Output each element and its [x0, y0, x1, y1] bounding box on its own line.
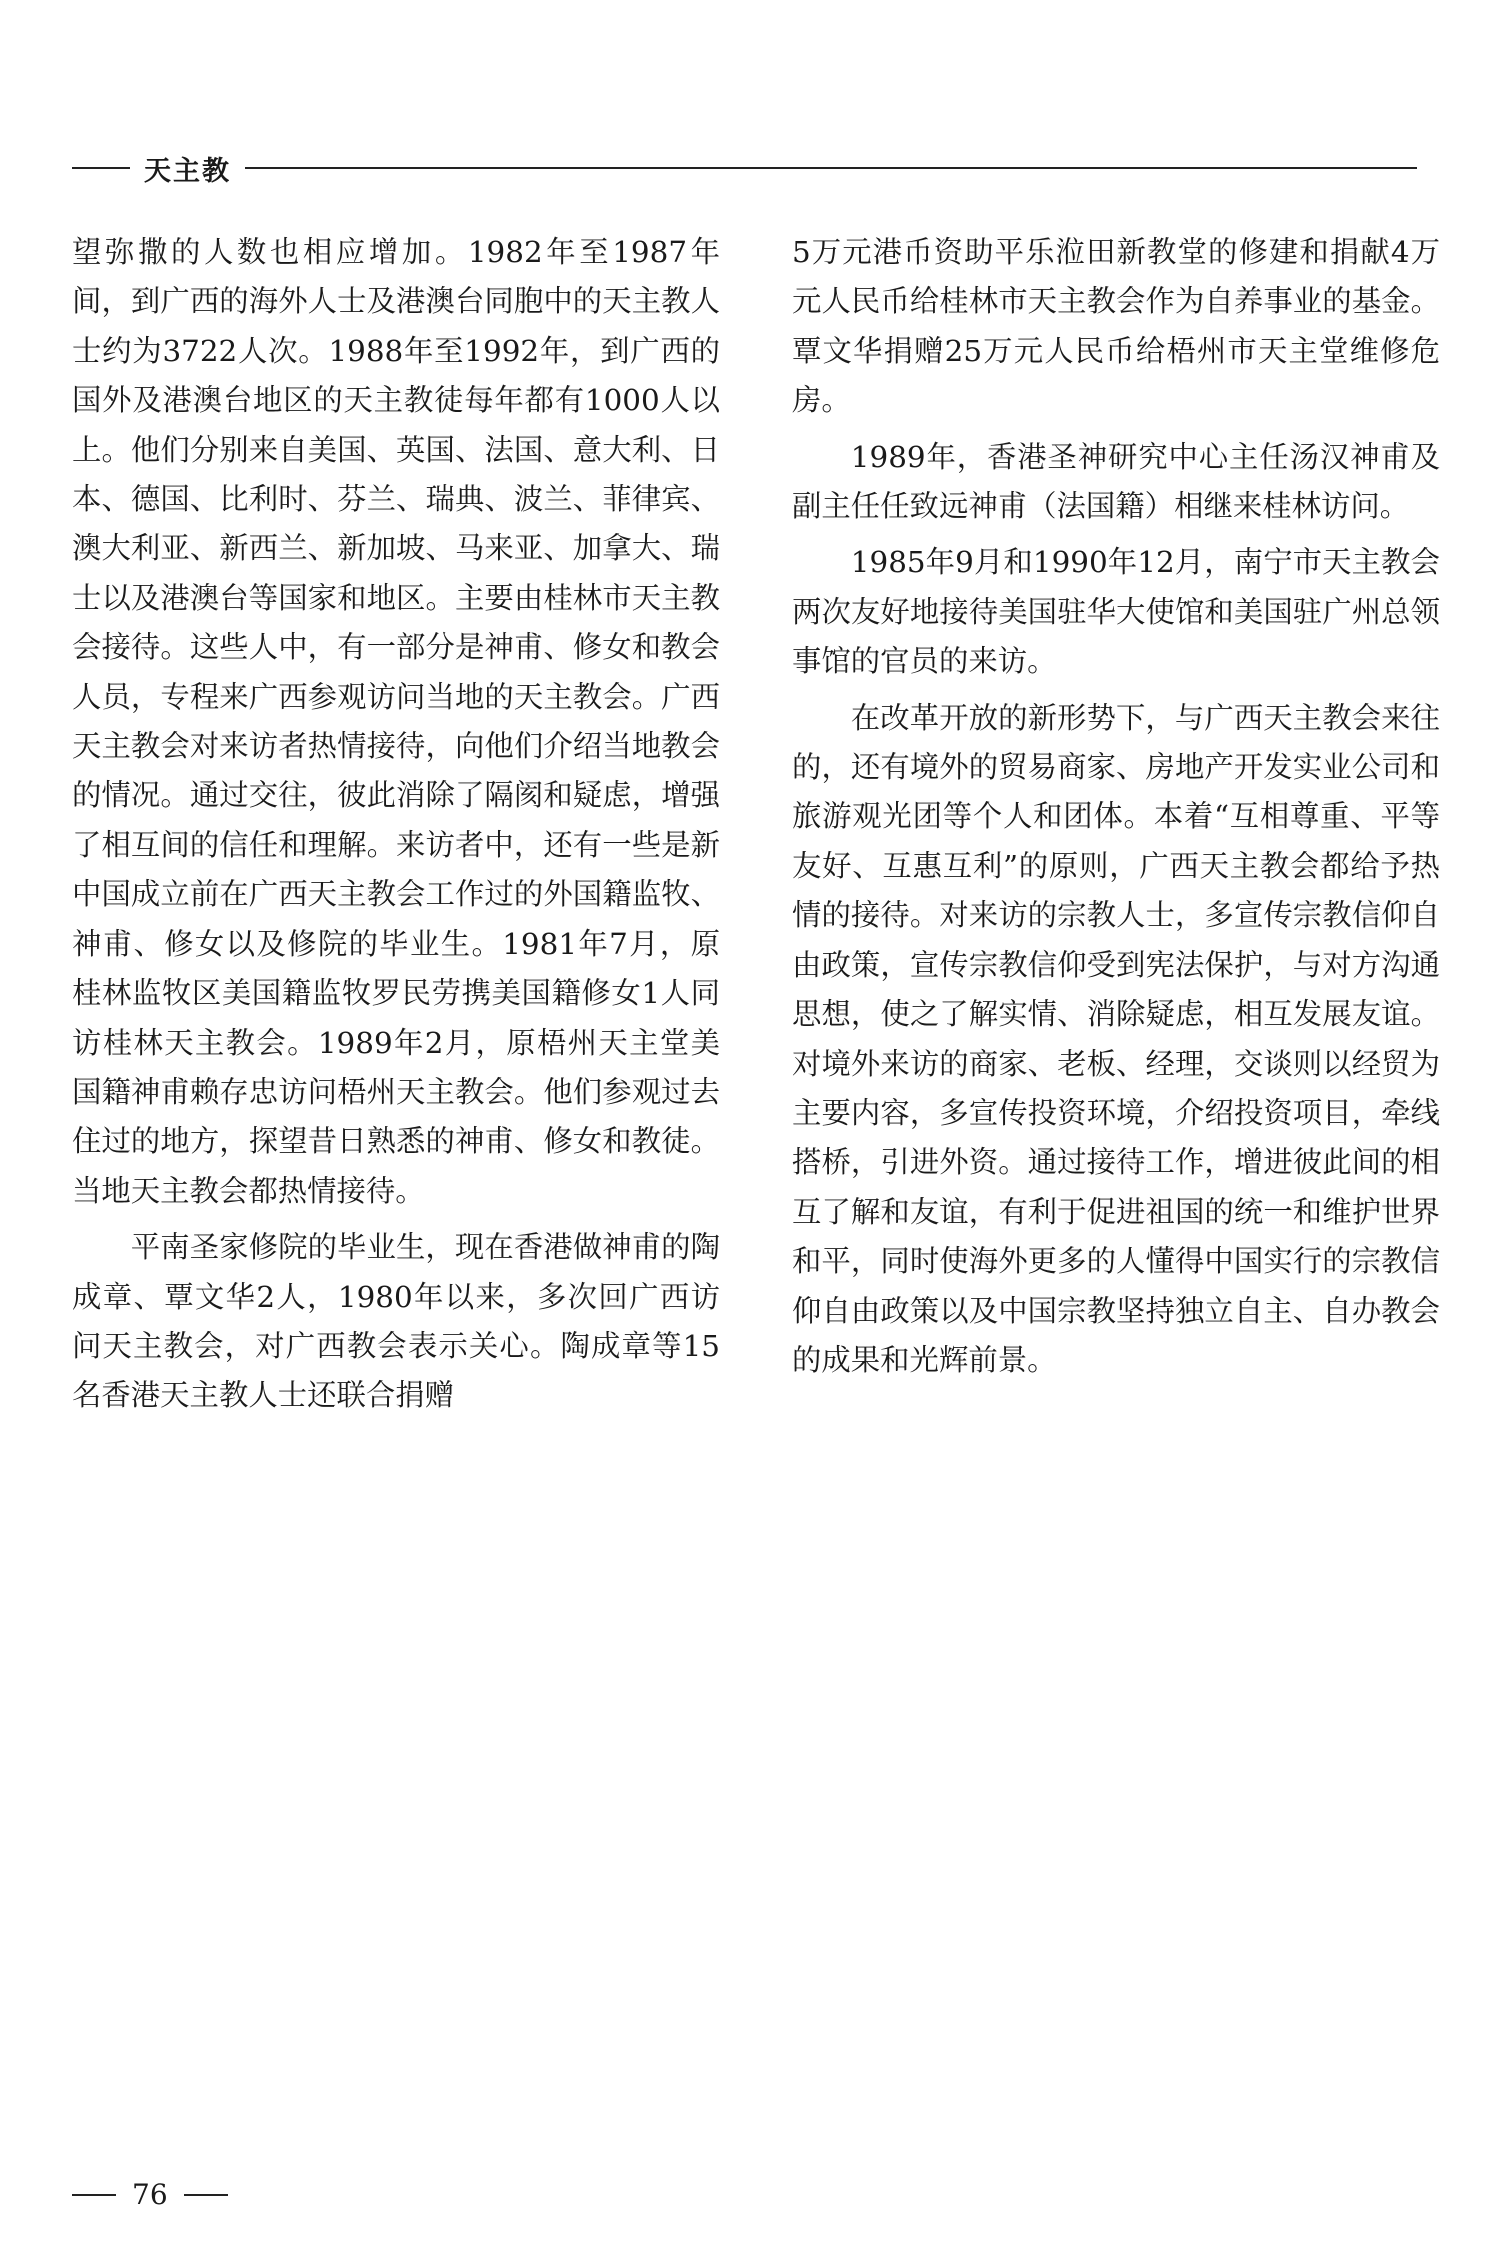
header-rule — [245, 167, 1417, 169]
left-column — [72, 228, 720, 1428]
section-title: 天主教 — [144, 155, 231, 187]
running-header — [72, 148, 1417, 188]
footer-dash-left — [72, 2194, 116, 2196]
paragraph: 在改革开放的新形势下，与广西天主教会来往的，还有境外的贸易商家、房地产开发实业公司和旅游观光团等个人和团体。本着“互相尊重、平等友好、互惠互利”的原则，广西天主教会都给予热情的接待。对来访的宗教人士，多宣传宗教信仰自由政策，宣传宗教信仰受到宪法保护，与对方沟通思想，使之了解实情、消除疑虑，相互发展友谊。对境外来访的商家、老板、经理，交谈则以经贸为主要内容，多宣传投资环境，介绍投资项目，牵线搭桥，引进外资。通过接待工作，增进彼此间的相互了解和友谊，有利于促进祖国的统一和维护世界和平，同时使海外更多的人懂得中国实行的宗教信仰自由政策以及中国宗教坚持独立自主、自办教会的成果和光辉前景。 — [792, 700, 1440, 1377]
right-column — [792, 228, 1440, 1392]
header-dash — [72, 167, 130, 169]
paragraph: 1985年9月和1990年12月，南宁市天主教会两次友好地接待美国驻华大使馆和美国驻广州总领事馆的官员的来访。 — [792, 545, 1440, 679]
page-number: 76 — [132, 2178, 168, 2211]
paragraph: 望弥撒的人数也相应增加。1982年至1987年间，到广西的海外人士及港澳台同胞中的天主教人士约为3722人次。1988年至1992年，到广西的国外及港澳台地区的天主教徒每年都有1000人以上。他们分别来自美国、英国、法国、意大利、日本、德国、比利时、芬兰、瑞典、波兰、菲律宾、澳大利亚、新西兰、新加坡、马来亚、加拿大、瑞士以及港澳台等国家和地区。主要由桂林市天主教会接待。这些人中，有一部分是神甫、修女和教会人员，专程来广西参观访问当地的天主教会。广西天主教会对来访者热情接待，向他们介绍当地教会的情况。通过交往，彼此消除了隔阂和疑虑，增强了相互间的信任和理解。来访者中，还有一些是新中国成立前在广西天主教会工作过的外国籍监牧、神甫、修女以及修院的毕业生。1981年7月，原桂林监牧区美国籍监牧罗民劳携美国籍修女1人同访桂林天主教会。1989年2月，原梧州天主堂美国籍神甫赖存忠访问梧州天主教会。他们参观过去住过的地方，探望昔日熟悉的神甫、修女和教徒。当地天主教会都热情接待。 — [72, 235, 720, 1208]
paragraph: 5万元港币资助平乐涖田新教堂的修建和捐献4万元人民币给桂林市天主教会作为自养事业的基金。覃文华捐赠25万元人民币给梧州市天主堂维修危房。 — [792, 235, 1440, 418]
paragraph: 平南圣家修院的毕业生，现在香港做神甫的陶成章、覃文华2人，1980年以来，多次回广西访问天主教会，对广西教会表示关心。陶成章等15名香港天主教人士还联合捐赠 — [72, 1230, 720, 1413]
page-footer — [72, 2178, 228, 2211]
footer-dash-right — [184, 2194, 228, 2196]
paragraph: 1989年，香港圣神研究中心主任汤汉神甫及副主任任致远神甫（法国籍）相继来桂林访问。 — [792, 439, 1440, 524]
